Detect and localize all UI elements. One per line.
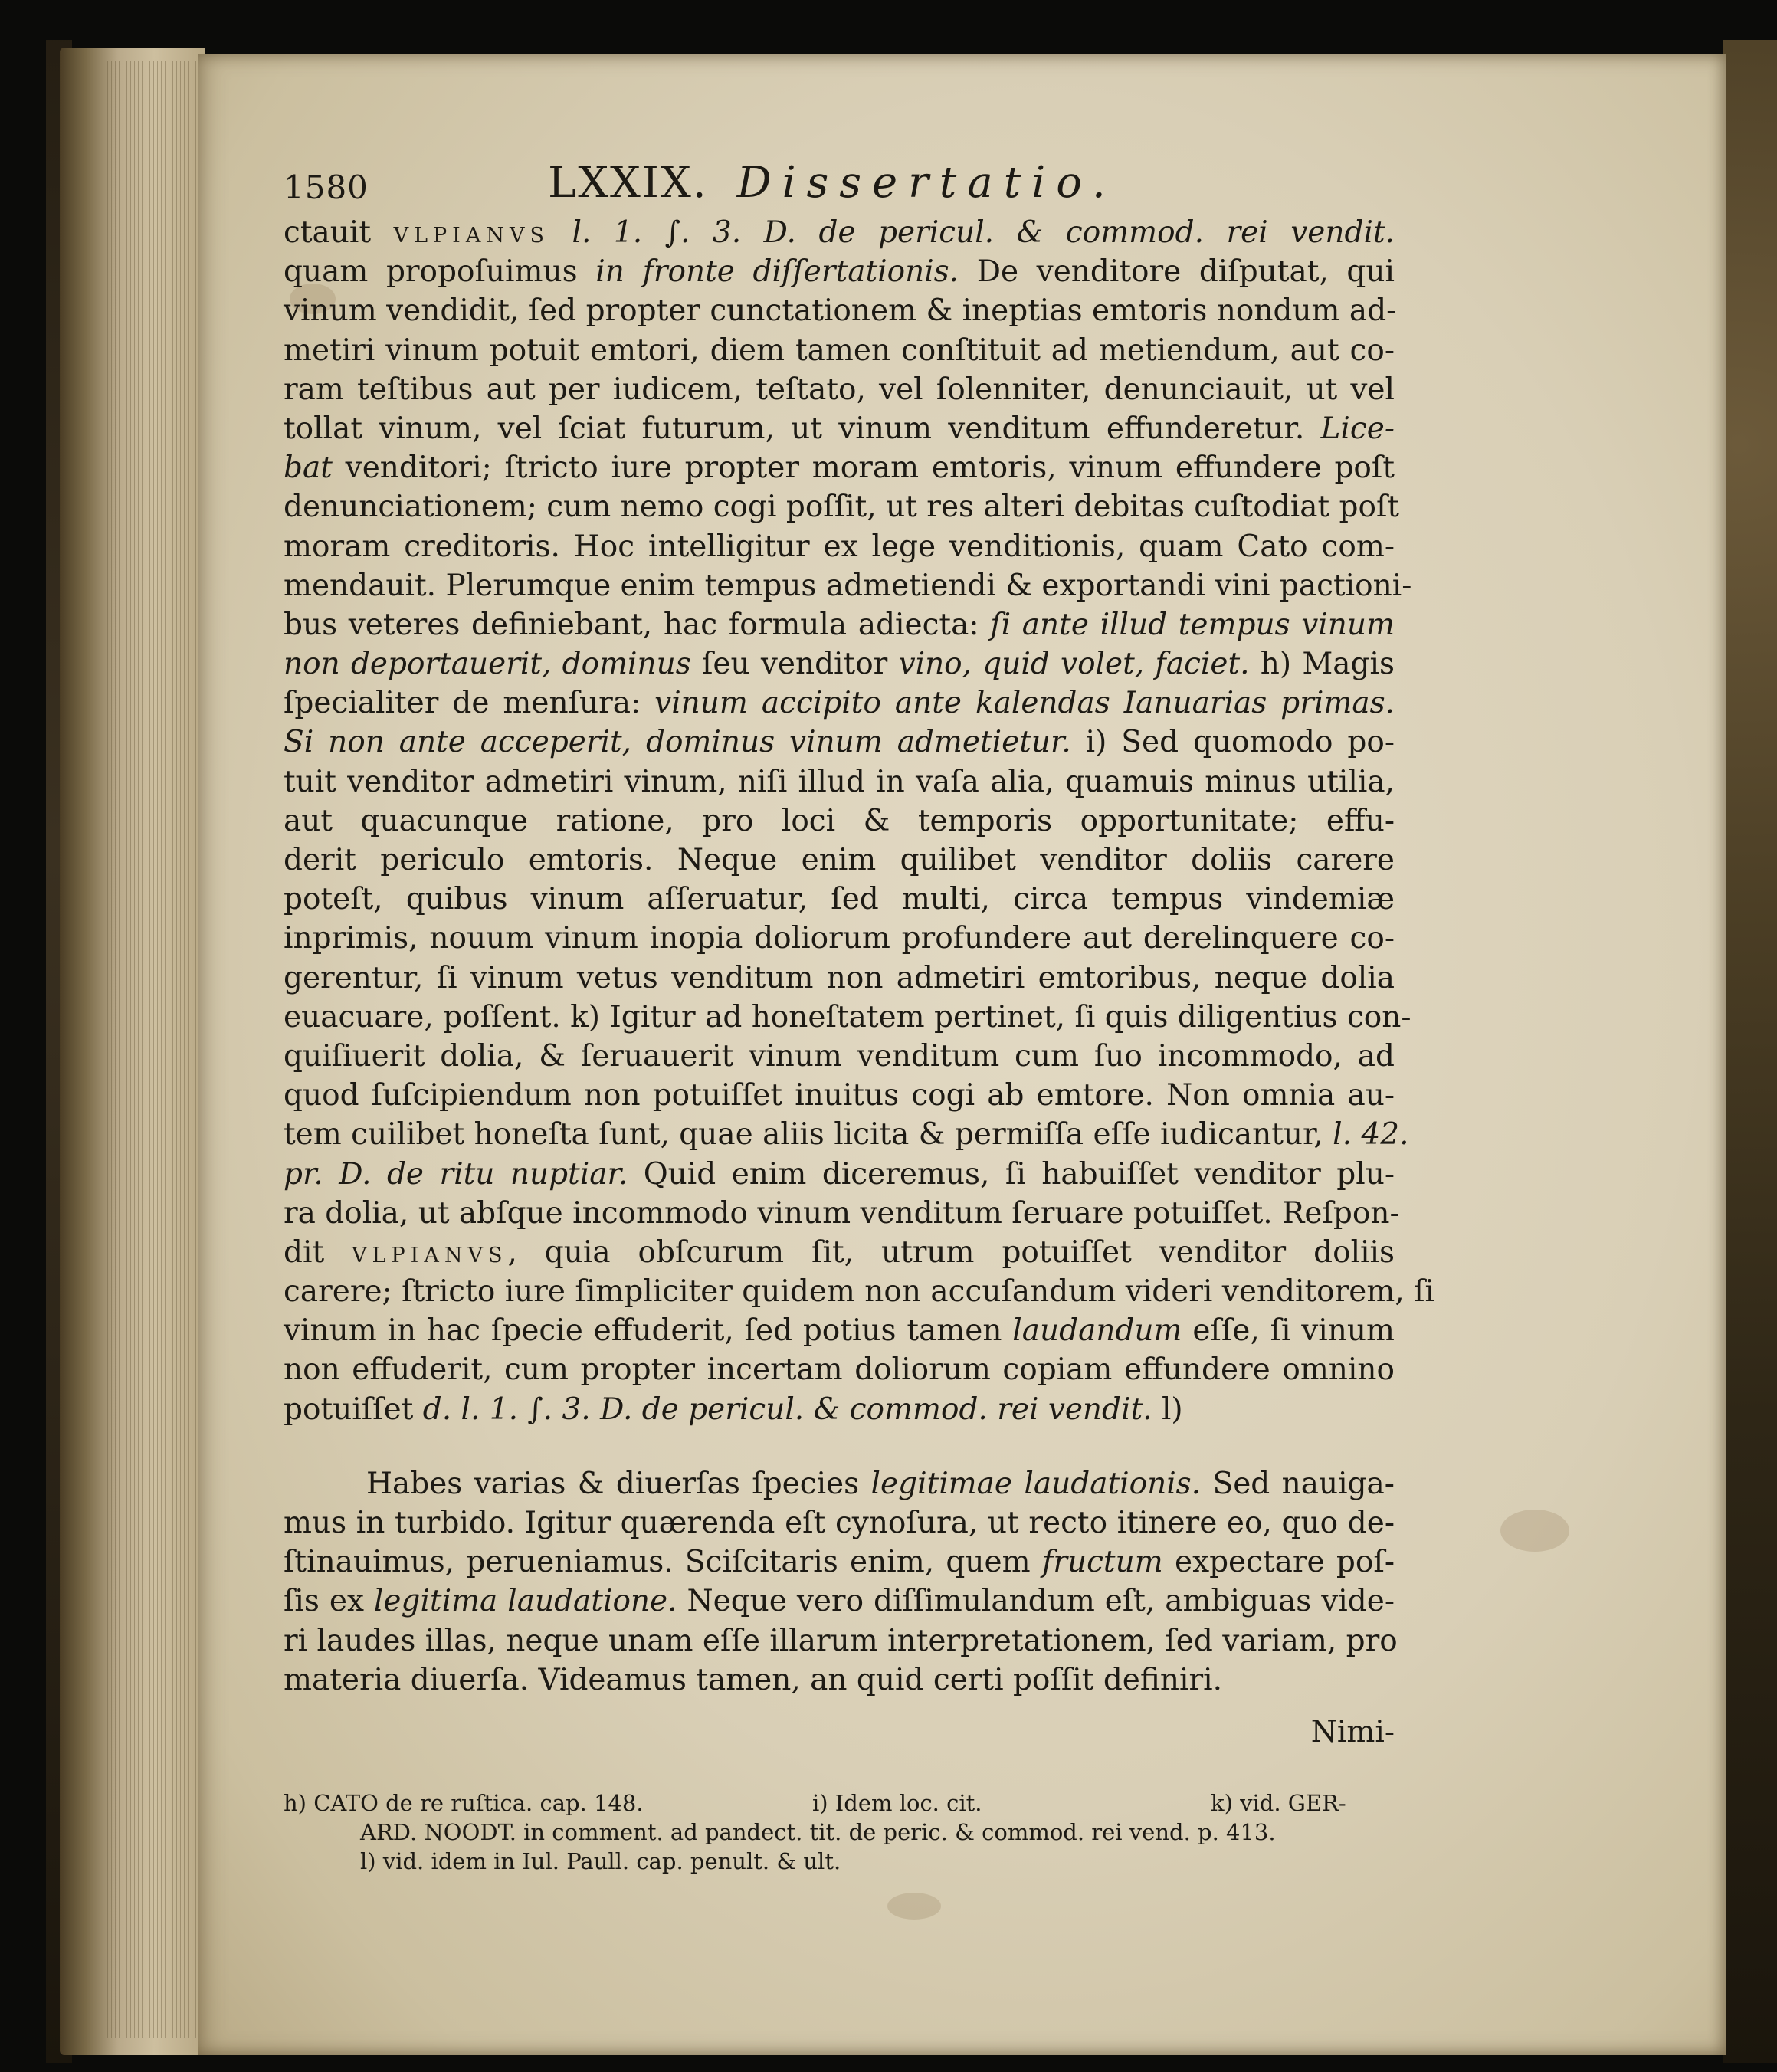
paragraph-2 [284,1464,1602,1700]
text-run: quiſiuerit dolia, & ſeruauerit vinum venditum cum ſuo incommodo, ad [284,1038,1395,1074]
footnote-l: l) vid. idem in Iul. Paull. cap. penult. & ult. [360,1847,841,1874]
italic-text: fructum [1041,1545,1163,1580]
text-run: eſſe, ſi vinum [1182,1313,1395,1349]
text-run: , quia obſcurum ſit, utrum potuiſſet venditor doliis [507,1234,1395,1270]
text-line [284,1543,1395,1582]
text-line [284,723,1395,762]
italic-text: in fronte diſſertationis. [595,254,959,290]
paragraph-gap [284,1429,1602,1464]
text-run: l) [1152,1392,1183,1427]
text-line [284,1037,1395,1076]
footnote-h: h) CATO de re ruſtica. cap. 148. [284,1789,644,1816]
footnote-line-2 [284,1818,1395,1847]
footnote-k-continued: ARD. NOODT. in comment. ad pandect. tit. de peric. & commod. rei vend. p. 413. [360,1818,1276,1845]
catchword: Nimi- [1310,1714,1395,1749]
text-run: ra dolia, ut abſque incommodo vinum venditum ſeruare potuiſſet. Reſpon- [284,1195,1400,1231]
text-run: expectare poſ- [1162,1545,1395,1580]
footnote-separator [284,1761,1602,1788]
text-run: ctauit [284,215,394,250]
text-line [284,880,1395,919]
italic-text: vinum accipito ante kalendas Ianuarias primas. [654,686,1395,721]
italic-text: vino, quid volet, faciet. [898,647,1250,682]
text-line [284,1661,1395,1700]
text-run: tem cuilibet honeſta ſunt, quae aliis licita & permiſſa eſſe iudicantur, [284,1117,1333,1152]
text-run: mendauit. Plerumque enim tempus admetiendi & exportandi vini pactioni- [284,568,1412,603]
text-line [284,1621,1398,1661]
text-run: ſeu venditor [690,647,899,682]
text-line [284,1464,1395,1503]
small-caps-name: VLPIANVS [352,1243,508,1267]
italic-text: legitima laudatione. [373,1584,677,1619]
text-run: Sed nauiga- [1201,1466,1395,1501]
text-run: moram creditoris. Hoc intelligitur ex lege venditionis, quam Cato com- [284,529,1395,564]
text-line [284,1350,1395,1389]
text-run: materia diuerſa. Videamus tamen, an quid certi poſſit definiri. [284,1662,1222,1697]
text-run: non effuderit, cum propter incertam doliorum copiam effundere omnino [284,1352,1395,1388]
text-line [284,291,1395,330]
text-run: i) Sed quomodo po- [1070,725,1395,760]
running-title-word: Dissertatio. [736,158,1116,208]
italic-text: legitimae laudationis. [870,1466,1202,1501]
text-line [284,1503,1395,1543]
text-run: venditori; ſtricto iure propter moram emtoris, vinum effundere poſt [332,451,1395,486]
text-line [284,841,1395,880]
text-run: h) Magis [1249,647,1395,682]
text-line [284,802,1395,841]
text-line [284,1115,1409,1154]
text-run: vinum in hac ſpecie effuderit, ſed potius tamen [284,1313,1013,1349]
footnote-i: i) Idem loc. cit. [812,1789,982,1816]
text-line [284,409,1395,448]
page-text-block [284,121,1602,1876]
text-run: De venditore diſputat, qui [959,254,1395,290]
text-line [284,762,1395,802]
text-line [284,252,1395,291]
running-title [548,158,1116,208]
page-number: 1580 [284,169,369,206]
text-run: carere; ſtricto iure ſimpliciter quidem non accuſandum videri venditorem, ſi [284,1274,1435,1310]
text-line [284,1272,1435,1311]
text-line [284,213,1395,252]
page-edges-texture [107,61,199,2038]
footnote-k: k) vid. GER- [1211,1789,1346,1816]
text-run: tuit venditor admetiri vinum, niſi illud in vaſa alia, quamuis minus utilia, [284,764,1395,799]
running-title-number: LXXIX. [548,158,708,208]
text-line [284,1311,1395,1350]
text-run: potuiſſet [284,1392,423,1427]
text-run: metiri vinum potuit emtori, diem tamen conſtituit ad metiendum, aut co- [284,333,1395,368]
text-line [284,1155,1395,1194]
text-line [284,1582,1395,1621]
italic-text: Si non ante acceperit, dominus vinum admetietur. [284,725,1071,760]
text-run: ram teſtibus aut per iudicem, teſtato, vel ſolenniter, denunciauit, ut vel [284,372,1395,407]
text-run: aut quacunque ratione, pro loci & temporis opportunitate; effu- [284,803,1395,838]
text-line [284,487,1400,526]
text-run: ſtinauimus, perueniamus. Sciſcitaris enim, quem [284,1545,1042,1580]
text-run: Habes varias & diuerſas ſpecies [366,1466,871,1501]
text-line [284,1390,1395,1429]
right-cover-board [1723,40,1777,2063]
text-run: derit periculo emtoris. Neque enim quilibet venditor doliis carere [284,843,1395,877]
text-run: ſpecialiter de menſura: [284,686,655,721]
italic-text: non deportauerit, dominus [284,647,691,682]
text-line [284,566,1412,605]
running-head [284,121,1602,213]
italic-text: pr. D. de ritu nuptiar. [284,1156,628,1192]
italic-text: bat [284,451,333,486]
text-run: quod ſuſcipiendum non potuiſſet inuitus cogi ab emtore. Non omnia au- [284,1078,1395,1113]
text-line [284,959,1395,998]
text-run: dit [284,1234,352,1270]
text-line [284,527,1395,566]
text-line [284,1233,1395,1272]
italic-text: Lice- [1320,411,1395,446]
text-line [284,331,1395,370]
text-run: denunciationem; cum nemo cogi poſſit, ut res alteri debitas cuſtodiat poſt [284,490,1400,525]
text-line [284,1194,1400,1233]
italic-text: l. 1. ∫. 3. D. de pericul. & commod. rei vendit. [572,215,1395,250]
text-run [549,215,572,250]
text-line [284,998,1411,1037]
italic-text: d. l. 1. ∫. 3. D. de pericul. & commod. rei vendit. [422,1392,1152,1427]
text-line [284,605,1395,644]
text-line [284,919,1395,958]
text-run: inprimis, nouum vinum inopia doliorum profundere aut derelinquere co- [284,921,1395,956]
text-run: ri laudes illas, neque unam eſſe illarum interpretationem, ſed variam, pro [284,1623,1398,1658]
text-run: Neque vero diſſimulandum eſt, ambiguas vide- [677,1584,1395,1619]
footnote-line-3 [284,1847,1395,1876]
catchword-line [284,1700,1395,1761]
text-line [284,684,1395,723]
footnote-line-1 [284,1788,1395,1818]
italic-text: laudandum [1012,1313,1182,1349]
text-run: vinum vendidit, ſed propter cunctationem & ineptias emtoris nondum ad- [284,293,1397,329]
text-run: gerentur, ſi vinum vetus venditum non admetiri emtoribus, neque dolia [284,960,1395,995]
text-run: mus in turbido. Igitur quærenda eſt cynoſura, ut recto itinere eo, quo de- [284,1506,1395,1540]
text-run: poteſt, quibus vinum aſſeruatur, ſed multi, circa tempus vindemiæ [284,882,1395,917]
text-line [284,644,1395,684]
text-run: tollat vinum, vel ſciat futurum, ut vinum venditum effunderetur. [284,411,1321,446]
italic-text: l. 42. [1333,1117,1409,1152]
small-caps-name: VLPIANVS [393,224,549,248]
text-run: quam propoſuimus [284,254,596,290]
italic-text: ſi ante illud tempus vinum [990,607,1395,642]
text-run: euacuare, poſſent. k) Igitur ad honeſtatem pertinet, ſi quis diligentius con- [284,999,1411,1034]
text-line [284,1076,1395,1115]
text-run: bus veteres definiebant, hac formula adiecta: [284,607,991,642]
text-run: Quid enim diceremus, ſi habuiſſet venditor plu- [628,1156,1395,1192]
text-run: ſis ex [284,1584,374,1619]
text-line [284,448,1395,487]
text-line [284,370,1395,409]
paper-stain [887,1893,941,1920]
paragraph-1 [284,213,1602,1429]
